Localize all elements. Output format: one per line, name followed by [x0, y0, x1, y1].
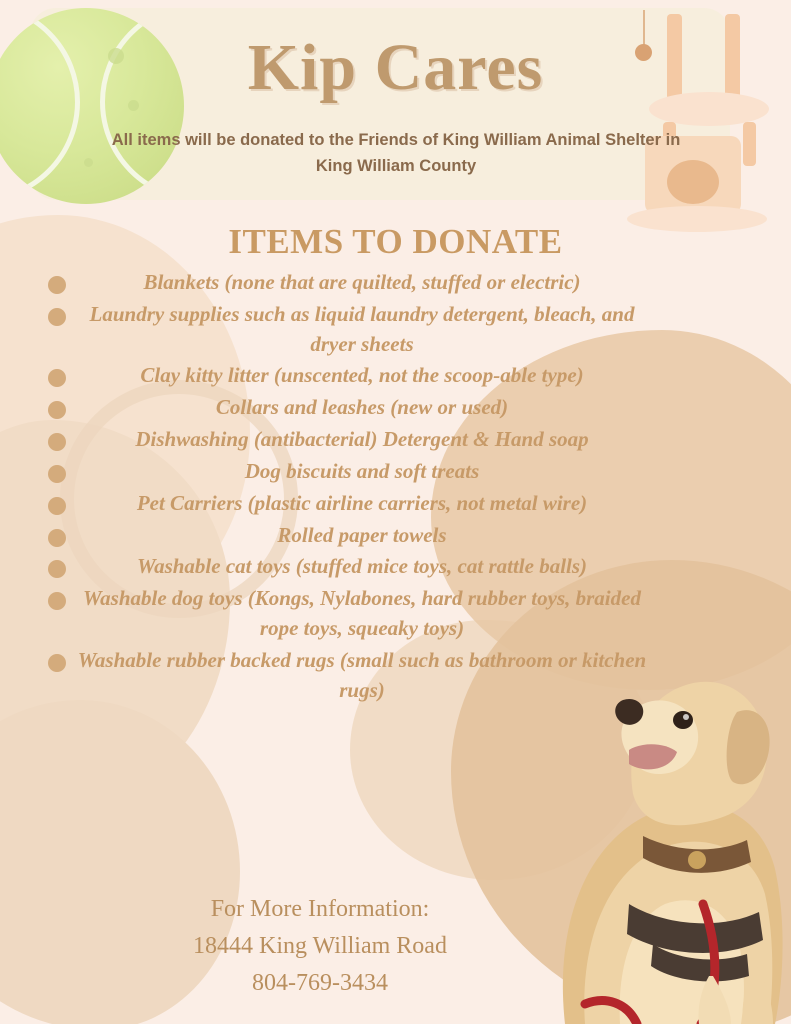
footer-line-phone: 804-769-3434 [252, 969, 388, 996]
list-item [48, 300, 648, 360]
bullet-icon [48, 308, 66, 326]
list-item [48, 393, 648, 423]
list-item-label: Rolled paper towels [277, 522, 447, 547]
list-item-label: Collars and leashes (new or used) [215, 395, 509, 420]
list-item [48, 425, 648, 455]
contact-footer [40, 892, 600, 1002]
list-item [48, 521, 648, 551]
list-item-label: Washable dog toys (Kongs, Nylabones, hard rubber toys, braided rope toys, squeaky toys) [83, 586, 641, 640]
list-item [48, 552, 648, 582]
footer-line-address: 18444 King William Road [193, 932, 447, 959]
list-item-label: Dishwashing (antibacterial) Detergent & Hand soap [135, 427, 589, 452]
list-item-label: Laundry supplies such as liquid laundry detergent, bleach, and dryer sheets [89, 301, 635, 356]
list-item [48, 584, 648, 644]
cat-tree-post [743, 122, 756, 166]
donation-items-list [48, 268, 648, 707]
bullet-icon [48, 529, 66, 547]
bullet-icon [48, 369, 66, 387]
subtitle-text: All items will be donated to the Friends of King William Animal Shelter in King William County [111, 131, 681, 175]
list-item [48, 268, 648, 298]
bullet-icon [48, 497, 66, 515]
footer-line-information: For More Information: [210, 896, 430, 922]
tennis-ball-dot [84, 158, 93, 167]
list-item-label: Washable rubber backed rugs (small such as bathroom or kitchen rugs) [77, 647, 647, 702]
page-title: Kip Cares [247, 31, 544, 104]
list-item [48, 457, 648, 487]
list-item-label: Blankets (none that are quilted, stuffed or electric) [143, 270, 581, 294]
list-item-label: Dog biscuits and soft treats [244, 458, 480, 483]
bullet-icon [48, 276, 66, 294]
list-item-label: Pet Carriers (plastic airline carriers, not metal wire) [136, 490, 588, 515]
list-item-label: Washable cat toys (stuffed mice toys, cat rattle balls) [136, 554, 588, 579]
list-item [48, 489, 648, 519]
list-item-label: Clay kitty litter (unscented, not the scoop-able type) [140, 363, 584, 388]
bullet-icon [48, 560, 66, 578]
bullet-icon [48, 433, 66, 451]
bullet-icon [48, 654, 66, 672]
list-item [48, 646, 648, 706]
list-item [48, 361, 648, 391]
bullet-icon [48, 592, 66, 610]
bullet-icon [48, 401, 66, 419]
bullet-icon [48, 465, 66, 483]
section-heading: ITEMS TO DONATE [228, 222, 563, 261]
